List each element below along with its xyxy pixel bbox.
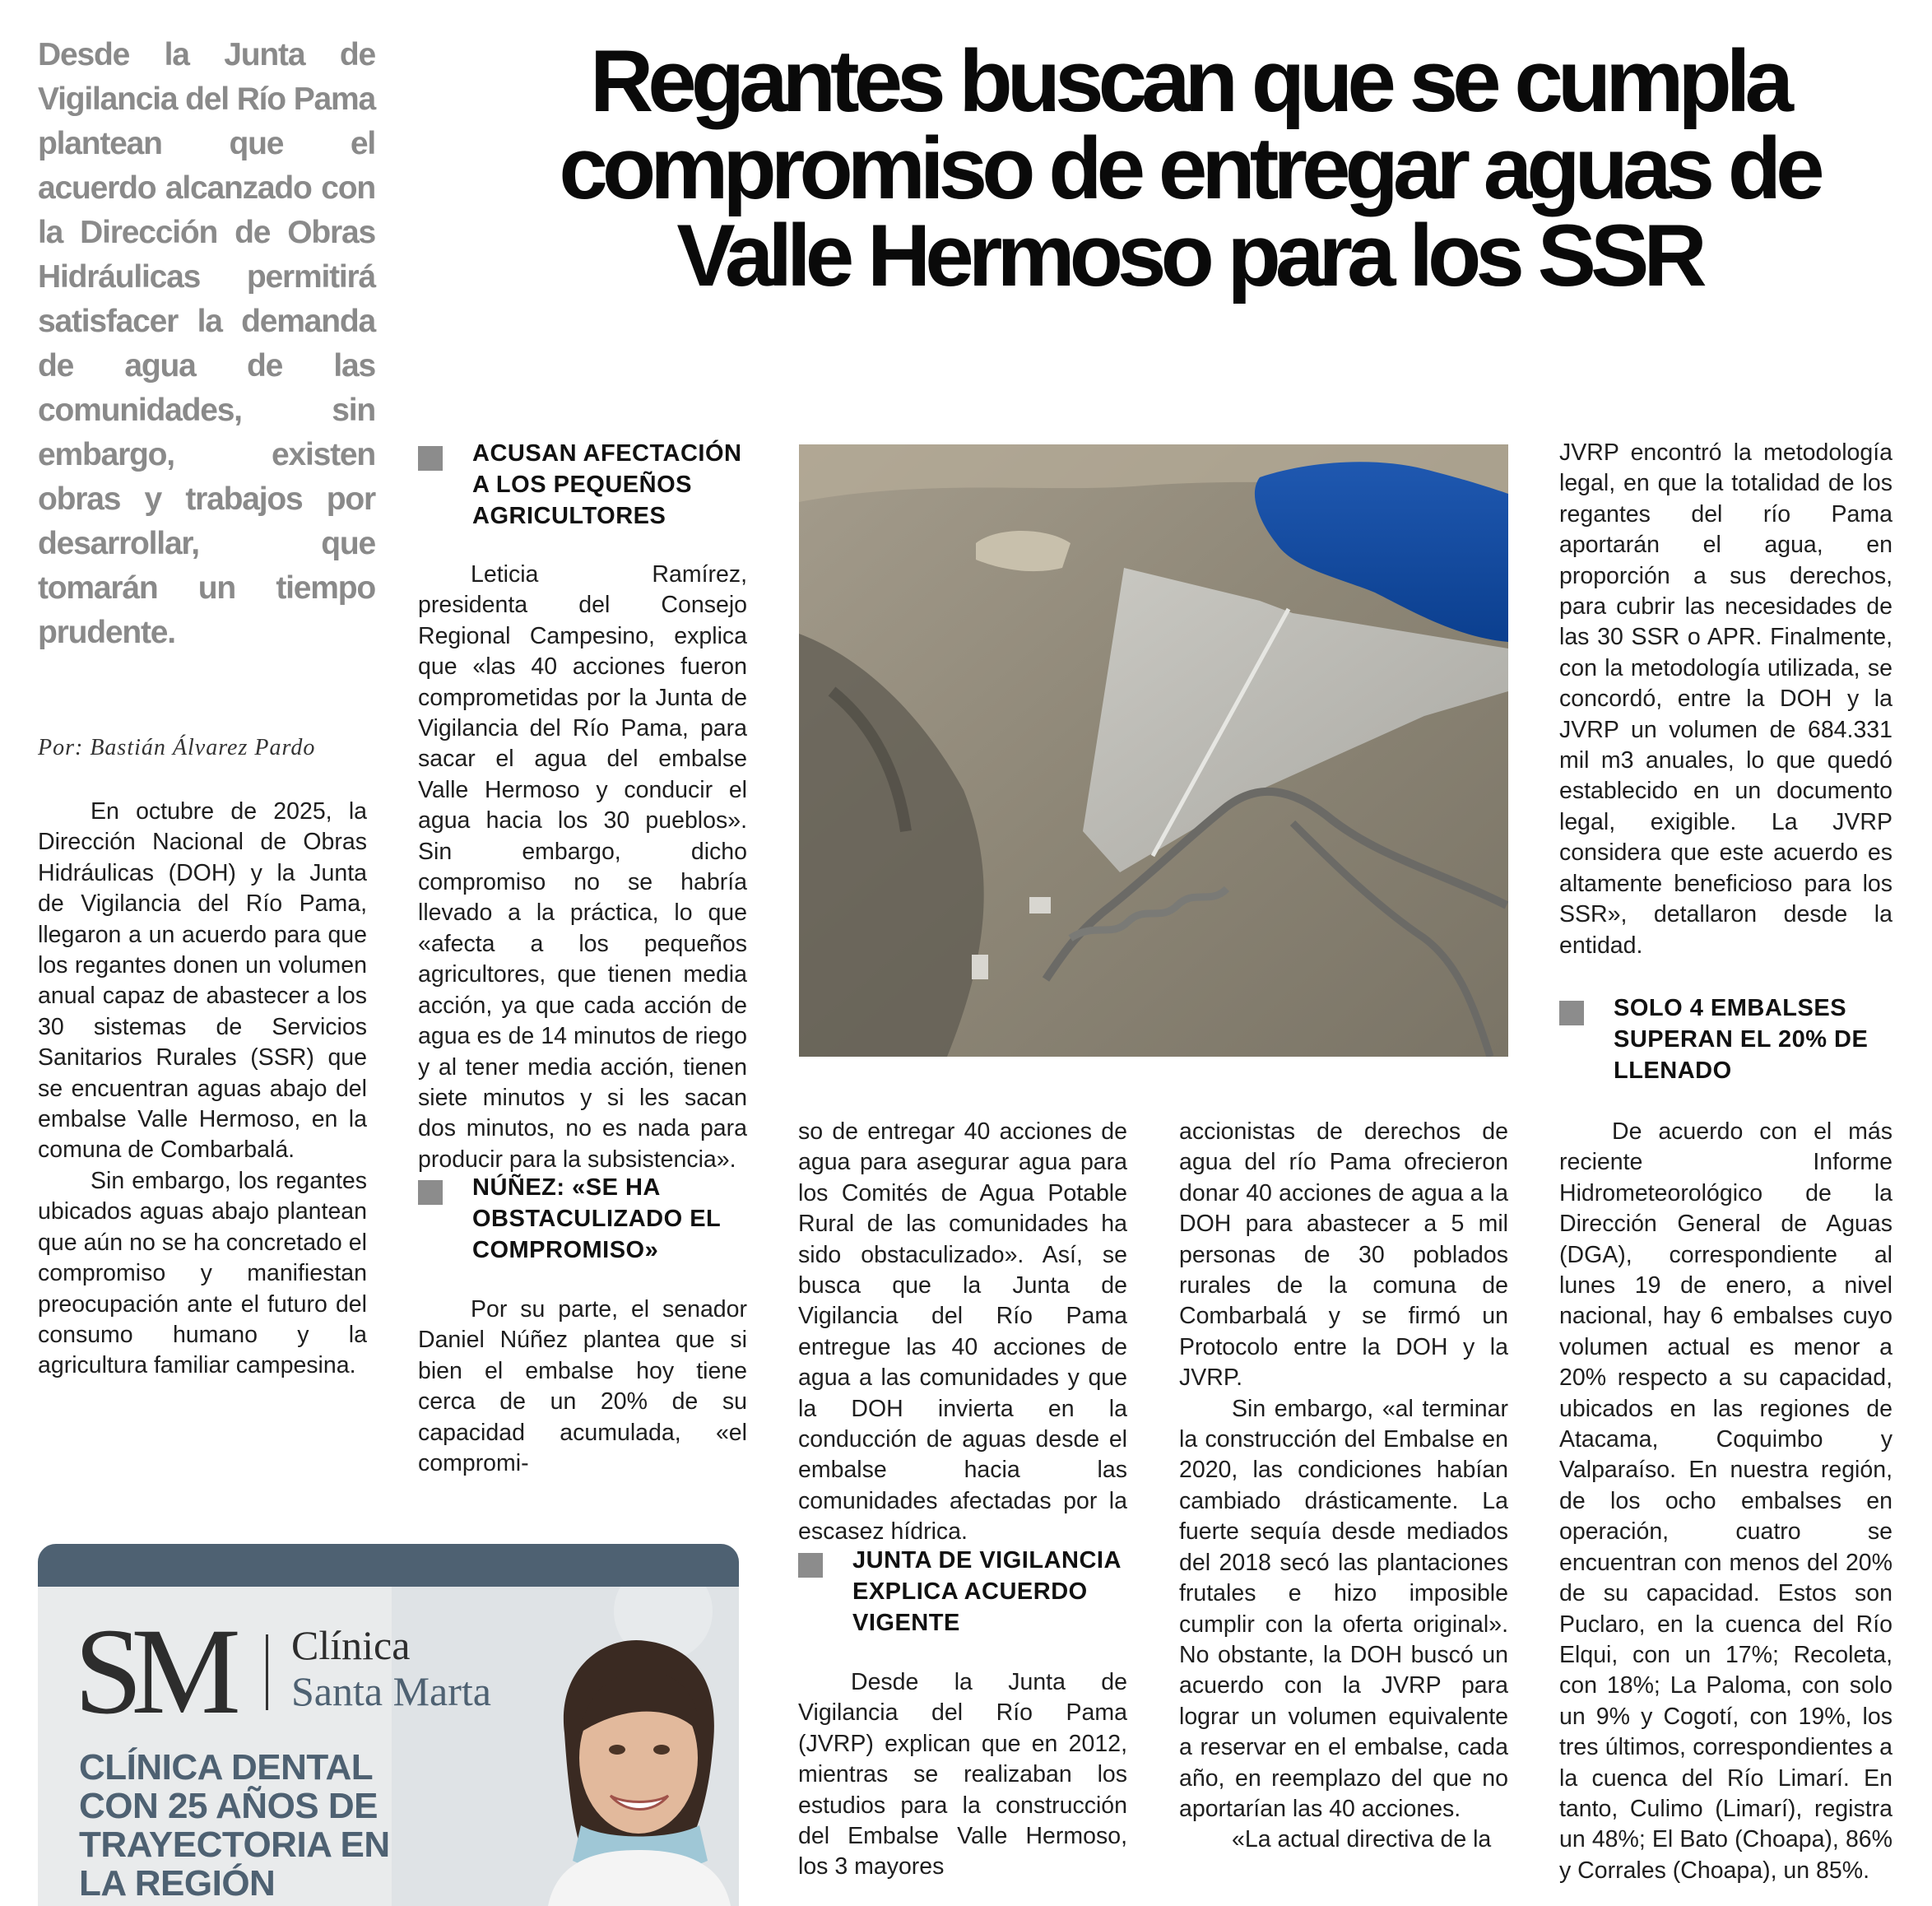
paragraph: Sin embargo, «al terminar la construcción del Embalse en 2020, las condiciones habían cambiado drásticamente. La fuerte sequía desde mediados del 2018 secó las plantaciones frutales e hizo imposible cumplir con la oferta original». No obstante, la DOH buscó un acuerdo con la JVRP para lograr un volumen equivalente a reservar en el embalse, cada año, en reemplazo del que no aportarían las 40 acciones. — [1179, 1395, 1508, 1822]
article-column-3b — [798, 1667, 1127, 1883]
paragraph: JVRP encontró la metodología legal, en que la totalidad de los regantes del río Pama aportarán el agua, en proporción a sus derechos, para cubrir las necesidades de las 30 SSR o APR. Finalmente, con la metodología utilizada, se concordó, entre la DOH y la JVRP un volumen de 684.331 mil m3 anuales, lo que quedó establecido en un documento legal, exigible. La JVRP considera que este acuerdo es altamente beneficioso para los SSR», detallaron desde la entidad. — [1559, 439, 1893, 959]
article-column-1 — [38, 797, 367, 1382]
headline: Regantes buscan que se cumpla compromiso de entregar aguas de Valle Hermoso para los SSR — [559, 31, 1819, 304]
bullet-square-icon — [1559, 1001, 1584, 1025]
paragraph: Sin embargo, los regantes ubicados aguas abajo plantean que aún no se ha concretado el compromiso y manifiestan preocupación ante el futuro del consumo humano y la agricultura familiar campesina. — [38, 1167, 367, 1379]
paragraph: Desde la Junta de Vigilancia del Río Pama (JVRP) explican que en 2012, mientras se realizaban los estudios para la construcción del Embalse Valle Hermoso, los 3 mayores — [798, 1669, 1127, 1880]
subhead-embalses — [1559, 993, 1893, 1086]
subhead-text: NÚÑEZ: «SE HA OBSTACULIZADO EL COMPROMISO» — [472, 1174, 721, 1263]
article-column-5a — [1559, 438, 1893, 961]
clinic-advertisement[interactable] — [38, 1544, 739, 1906]
article-column-3a — [798, 1117, 1127, 1548]
lede-summary: Desde la Junta de Vigilancia del Río Pama plantean que el acuerdo alcanzado con la Dirección de Obras Hidráulicas permitirá satisfacer la demanda de agua de las comunidades, sin embargo, existen obras y trabajos por desarrollar, que tomarán un tiempo prudente. — [38, 37, 375, 650]
bullet-square-icon — [798, 1553, 823, 1578]
subhead-nunez — [418, 1172, 747, 1266]
subhead-text: SOLO 4 EMBALSES SUPERAN EL 20% DE LLENADO — [1614, 995, 1869, 1084]
article-column-2a — [418, 560, 747, 1175]
ad-clinic-name-line2: Santa Marta — [291, 1668, 491, 1714]
article-column-2b — [418, 1295, 747, 1479]
bullet-square-icon — [418, 446, 443, 471]
ad-top-bar — [38, 1544, 739, 1587]
paragraph: En octubre de 2025, la Dirección Nacional de Obras Hidráulicas (DOH) y la Junta de Vigilancia del Río Pama, llegaron a un acuerdo para que los regantes donen un volumen anual capaz de abastecer a los 30 sistemas de Servicios Sanitarios Rurales (SSR) que se encuentran aguas abajo del embalse Valle Hermoso, en la comuna de Combarbalá. — [38, 798, 367, 1164]
paragraph: so de entregar 40 acciones de agua para asegurar agua para los Comités de Agua Potable Rural de las comunidades ha sido obstaculizado». Así, se busca que la Junta de Vigilancia del Río Pama entregue las 40 acciones de agua a las comunidades y que la DOH invierta en la conducción de aguas desde el embalse hacia las comunidades afectadas por la escasez hídrica. — [798, 1118, 1127, 1546]
paragraph: Por su parte, el senador Daniel Núñez plantea que si bien el embalse hoy tiene cerca de un 20% de su capacidad acumulada, «el compromi- — [418, 1296, 747, 1477]
ad-logo-divider — [266, 1634, 268, 1710]
ad-logo-mark: SM — [74, 1603, 230, 1740]
paragraph: «La actual directiva de la — [1232, 1826, 1492, 1853]
article-column-4 — [1179, 1117, 1508, 1856]
subhead-text: JUNTA DE VIGILANCIA EXPLICA ACUERDO VIGENTE — [852, 1547, 1121, 1636]
ad-clinic-name-line1: Clínica — [291, 1622, 411, 1668]
ad-tagline: CLÍNICA DENTAL CON 25 AÑOS DE TRAYECTORIA EN LA REGIÓN — [79, 1747, 390, 1904]
paragraph: accionistas de derechos de agua del río Pama ofrecieron donar 40 acciones de agua a la DOH para abastecer a 5 mil personas de 30 poblados rurales de la comuna de Combarbalá y se firmó un Protocolo entre la DOH y la JVRP. — [1179, 1118, 1508, 1392]
paragraph: De acuerdo con el más reciente Informe Hidrometeorológico de la Dirección General de Aguas (DGA), correspondiente al lunes 19 de enero, a nivel nacional, hay 6 embalses cuyo volumen actual es menor a 20% respecto a su capacidad, ubicados en las regiones de Atacama, Coquimbo y Valparaíso. En nuestra región, de los ocho embalses en operación, cuatro se encuentran con menos del 20% de su capacidad. Estos son Puclaro, en la cuenca del Río Elqui, con un 17%; Recoleta, con 18%; La Paloma, con solo un 9% y Cogotí, con 19%, los tres últimos, correspondientes a la cuenca del Río Limarí. En tanto, Culimo (Limarí), registra un 48%; El Bato (Choapa), 86% y Corrales (Choapa), un 85%. — [1559, 1118, 1893, 1884]
subhead-text: ACUSAN AFECTACIÓN A LOS PEQUEÑOS AGRICULTORES — [472, 440, 742, 529]
subhead-junta — [798, 1545, 1127, 1639]
dam-aerial-photo — [799, 444, 1508, 1057]
dentist-portrait-image — [532, 1634, 739, 1906]
article-column-5b — [1559, 1117, 1893, 1886]
bullet-square-icon — [418, 1180, 443, 1205]
subhead-afectacion — [418, 438, 747, 532]
paragraph: Leticia Ramírez, presidenta del Consejo Regional Campesino, explica que «las 40 acciones fueron comprometidas por la Junta de Vigilancia del Río Pama, para sacar el agua del embalse Valle Hermoso y conducir el agua hacia los 30 pueblos». Sin embargo, dicho compromiso no se habría llevado a la práctica, lo que «afecta a los pequeños agricultores, que tienen media acción, ya que cada acción de agua es de 14 minutos de riego y al tener media acción, tienen siete minutos y si les sacan dos minutos, no es nada para producir para la subsistencia». — [418, 561, 747, 1173]
byline: Por: Bastián Álvarez Pardo — [38, 735, 316, 760]
dam-photo-illustration — [799, 444, 1508, 1057]
